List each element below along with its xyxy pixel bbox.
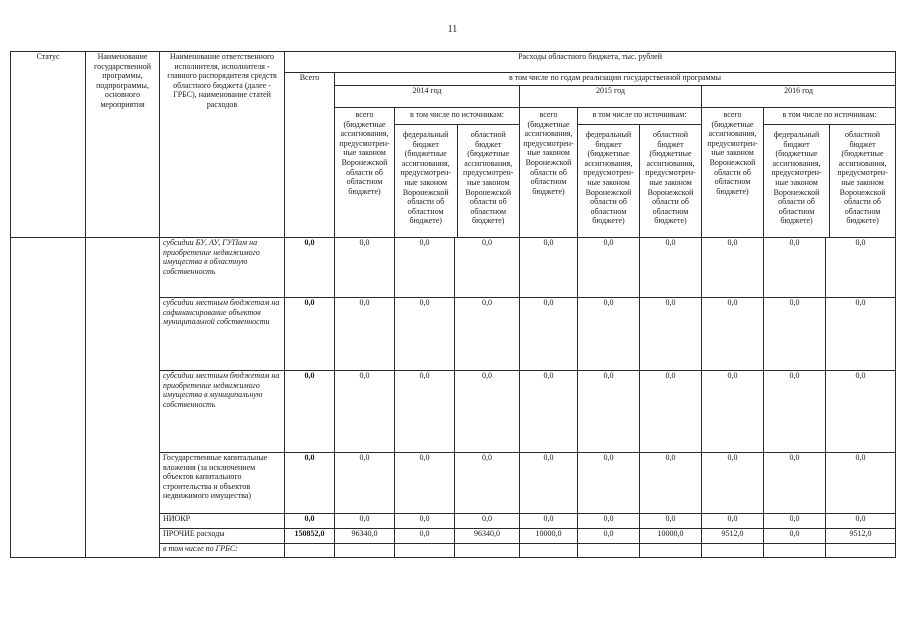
value-2014-regional: 96340,0 [455,529,520,544]
value-2016-total: 0,0 [702,453,764,514]
value-2016-federal: 0,0 [764,514,826,529]
page-number: 11 [447,24,458,35]
value-2016-regional: 9512,0 [826,529,896,544]
value-total: 0,0 [285,514,335,529]
header-by-years: в том числе по годам реализации государственной программы [335,73,896,86]
header-2016-by-sources: в том числе по источникам: [764,108,895,125]
value-2014-total: 0,0 [335,514,395,529]
value-2016-regional: 0,0 [826,238,896,298]
value-2014-federal [395,544,455,558]
value-2014-federal: 0,0 [395,371,455,453]
value-2016-total: 0,0 [702,238,764,298]
value-2014-regional: 0,0 [455,453,520,514]
header-2015-total: всего (бюджетные ассигнования, предусмотрен-ные законом Воронежской области об областном бюджете) [520,108,578,238]
header-2016-sources [764,108,896,238]
header-2014-federal: федеральный бюджет (бюджетные ассигнования, предусмотрен-ные законом Воронежской области об областном бюджете) [395,125,458,237]
value-2016-federal: 0,0 [764,529,826,544]
header-2015-federal: федеральный бюджет (бюджетные ассигнования, предусмотрен-ные законом Воронежской области об областном бюджете) [578,125,640,237]
value-total [285,544,335,558]
value-2016-regional: 0,0 [826,371,896,453]
value-total: 0,0 [285,453,335,514]
value-2016-regional: 0,0 [826,453,896,514]
value-2015-federal: 0,0 [578,298,640,371]
table-row [11,238,896,298]
value-2015-total: 0,0 [520,453,578,514]
value-2016-total [702,544,764,558]
value-2014-federal: 0,0 [395,298,455,371]
value-2016-federal: 0,0 [764,453,826,514]
value-2014-total: 96340,0 [335,529,395,544]
value-2014-regional [455,544,520,558]
value-2014-total: 0,0 [335,298,395,371]
value-2014-federal: 0,0 [395,514,455,529]
value-2016-regional: 0,0 [826,298,896,371]
value-2015-total: 0,0 [520,298,578,371]
header-2014-regional: областной бюджет (бюджетные ассигнования, предусмотрен-ные законом Воронежской области об областном бюджете) [463,130,514,226]
value-2015-regional: 0,0 [640,514,702,529]
value-2015-regional: 0,0 [640,453,702,514]
program-name-cell [86,238,160,558]
value-2016-total: 0,0 [702,298,764,371]
row-name: ПРОЧИЕ расходы [160,529,285,544]
value-2016-total: 0,0 [702,514,764,529]
row-name: в том числе по ГРБС: [160,544,285,558]
value-total: 0,0 [285,238,335,298]
value-2014-federal: 0,0 [395,238,455,298]
value-2015-federal: 0,0 [578,453,640,514]
budget-table [10,51,896,558]
value-2015-regional: 0,0 [640,371,702,453]
header-total: Всего [285,73,335,238]
value-2015-total [520,544,578,558]
header-2016-regional: областной бюджет (бюджетные ассигнования, предусмотрен-ные законом Воронежской области об областном бюджете) [837,130,888,226]
value-2015-federal: 0,0 [578,371,640,453]
value-2016-federal: 0,0 [764,371,826,453]
value-2014-regional: 0,0 [455,238,520,298]
value-2014-federal: 0,0 [395,453,455,514]
header-2015-sources [578,108,702,238]
header-2014-sources [395,108,520,238]
value-2014-regional: 0,0 [455,371,520,453]
value-2016-total: 0,0 [702,371,764,453]
status-cell [11,238,86,558]
value-2015-total: 10000,0 [520,529,578,544]
value-2014-total: 0,0 [335,238,395,298]
header-2015-by-sources: в том числе по источникам: [578,108,701,125]
header-status: Статус [11,52,86,238]
value-2014-regional: 0,0 [455,514,520,529]
row-name: субсидии местным бюджетам на приобретение недвижимого имущества в муниципальную собственность [160,371,285,453]
value-2015-total: 0,0 [520,371,578,453]
value-2015-federal: 0,0 [578,238,640,298]
value-2014-total: 0,0 [335,453,395,514]
header-2015-regional: областной бюджет (бюджетные ассигнования, предусмотрен-ные законом Воронежской области об областном бюджете) [645,130,696,226]
value-2015-regional: 0,0 [640,298,702,371]
value-total: 0,0 [285,371,335,453]
value-2014-regional: 0,0 [455,298,520,371]
header-2016-total: всего (бюджетные ассигнования, предусмотрен-ные законом Воронежской области об областном бюджете) [702,108,764,238]
header-executor: Наименование ответственного исполнителя, исполнителя - главного распорядителя средств областного бюджета (далее - ГРБС), наименование статей расходов [160,52,285,238]
value-2016-federal: 0,0 [764,298,826,371]
value-total: 150852,0 [285,529,335,544]
value-total: 0,0 [285,298,335,371]
header-row-1 [11,52,896,73]
value-2015-federal [578,544,640,558]
header-expenses: Расходы областного бюджета, тыс. рублей [285,52,896,73]
value-2015-regional [640,544,702,558]
row-name: Государственные капитальные вложения (за исключением объектов капитального строительства и объектов недвижимого имущества) [160,453,285,514]
value-2015-total: 0,0 [520,238,578,298]
header-2016-federal: федеральный бюджет (бюджетные ассигнования, предусмотрен-ные законом Воронежской области об областном бюджете) [764,125,830,237]
value-2015-federal: 0,0 [578,529,640,544]
value-2014-total: 0,0 [335,371,395,453]
value-2015-regional: 10000,0 [640,529,702,544]
header-2014-by-sources: в том числе по источникам: [395,108,519,125]
row-name: НИОКР [160,514,285,529]
header-year-2016: 2016 год [702,86,896,108]
row-name: субсидии БУ, АУ, ГУПам на приобретение недвижимого имущества в областную собственность [160,238,285,298]
value-2016-federal [764,544,826,558]
value-2016-regional: 0,0 [826,514,896,529]
value-2016-federal: 0,0 [764,238,826,298]
value-2015-total: 0,0 [520,514,578,529]
header-year-2014: 2014 год [335,86,520,108]
value-2016-total: 9512,0 [702,529,764,544]
value-2016-regional [826,544,896,558]
header-program-name: Наименование государственной программы, подпрограммы, основного мероприятия [86,52,160,238]
value-2015-federal: 0,0 [578,514,640,529]
value-2014-federal: 0,0 [395,529,455,544]
header-2014-total: всего (бюджетные ассигнования, предусмотрен-ные законом Воронежской области об областном бюджете) [335,108,395,238]
value-2015-regional: 0,0 [640,238,702,298]
value-2014-total [335,544,395,558]
header-year-2015: 2015 год [520,86,702,108]
row-name: субсидии местным бюджетам на софинансирование объектов муниципальной собственности [160,298,285,371]
